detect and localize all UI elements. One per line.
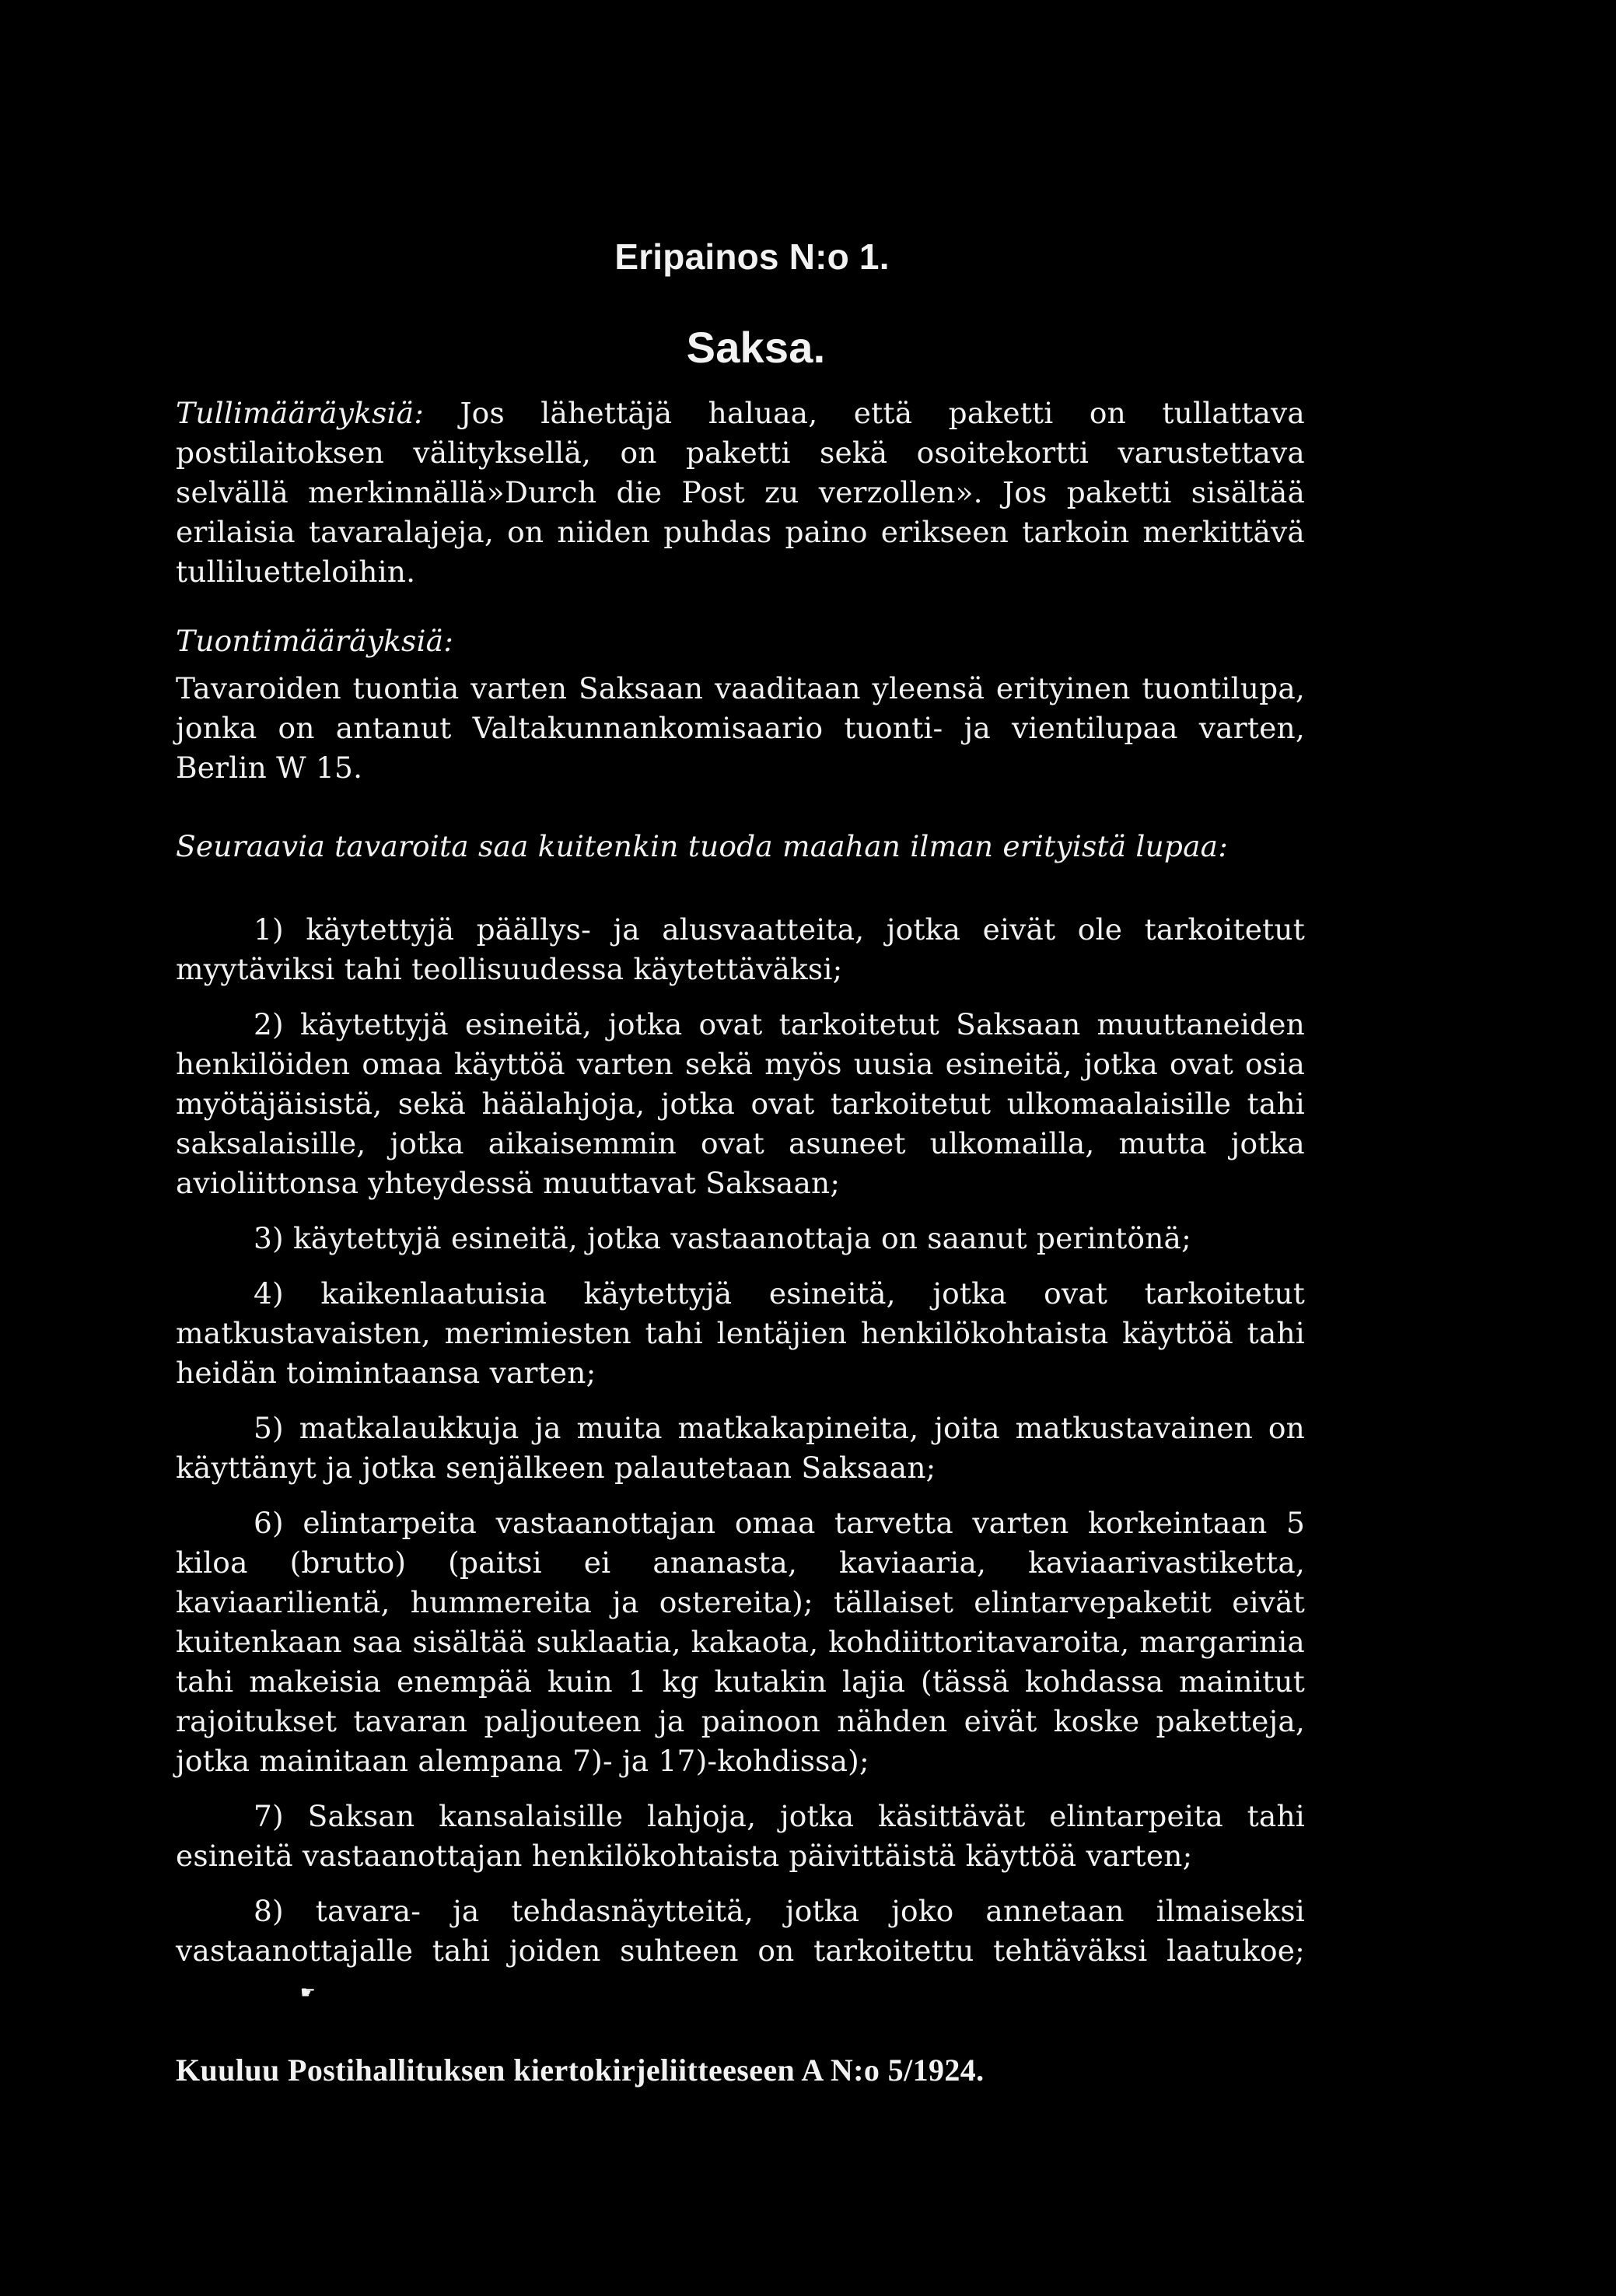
series-heading: Eripainos N:o 1. bbox=[614, 236, 890, 277]
page-title: Saksa. bbox=[686, 323, 826, 372]
exceptions-intro: Seuraavia tavaroita saa kuitenkin tuoda maahan ilman erityistä lupaa: bbox=[176, 829, 1229, 863]
list-item: 7) Saksan kansalaisille lahjoja, jotka käsittävät elintarpeita tahi esineitä vastaanottajan henkilökohtaista päivittäistä käyttöä varten; bbox=[176, 1799, 1305, 1873]
import-rules-heading: Tuontimääräyksiä: bbox=[176, 624, 454, 658]
list-item: 6) elintarpeita vastaanottajan omaa tarvetta varten korkeintaan 5 kiloa (brutto) (paitsi ei ananasta, kaviaaria, kaviaarivastiketta, kaviaarilientä, hummereita ja ostereita); tällaiset elintarvepaketit eivät kuitenkaan saa sisältää suklaatia, kakaota, kohdiittoritavaroita, margarinia tahi makeisia enempää kuin 1 kg kutakin lajia (tässä kohdassa mainitut rajoitukset tavaran paljouteen ja painoon nähden eivät koske paketteja, jotka mainitaan alempana 7)- ja 17)-kohdissa); bbox=[176, 1506, 1305, 1778]
exceptions-list bbox=[176, 910, 1305, 2013]
import-rules-text: Tavaroiden tuontia varten Saksaan vaaditaan yleensä erityinen tuontilupa, jonka on antanut Valtakunnankomisaario tuonti- ja vientilupaa varten, Berlin W 15. bbox=[176, 671, 1305, 785]
customs-label: Tullimääräyksiä: bbox=[176, 396, 425, 430]
list-item: 2) käytettyjä esineitä, jotka ovat tarkoitetut Saksaan muuttaneiden henkilöiden omaa käyttöä varten sekä myös uusia esineitä, jotka ovat osia myötäjäisistä, sekä häälahjoja, jotka ovat tarkoitetut ulkomaalaisille tahi saksalaisille, jotka aikaisemmin ovat asuneet ulkomailla, mutta jotka avioliittonsa yhteydessä muuttavat Saksaan; bbox=[176, 1007, 1305, 1200]
list-item: 5) matkalaukkuja ja muita matkakapineita, joita matkustavainen on käyttänyt ja jotka senjälkeen palautetaan Saksaan; bbox=[176, 1411, 1305, 1485]
document-page bbox=[176, 233, 1305, 2090]
list-item-text: 8) tavara- ja tehdasnäytteitä, jotka joko annetaan ilmaiseksi vastaanottajalle tahi joiden suhteen on tarkoitettu tehtäväksi laatukoe; bbox=[176, 1894, 1305, 1968]
footer-reference: Kuuluu Postihallituksen kiertokirjeliitteeseen A N:o 5/1924. bbox=[176, 2053, 985, 2088]
list-item: 4) kaikenlaatuisia käytettyjä esineitä, jotka ovat tarkoitetut matkustavaisten, merimiesten tahi lentäjien henkilökohtaista käyttöä tahi heidän toimintaansa varten; bbox=[176, 1276, 1305, 1390]
list-item: 1) käytettyjä päällys- ja alusvaatteita, jotka eivät ole tarkoitetut myytäviksi tahi teollisuudessa käytettäväksi; bbox=[176, 912, 1305, 986]
customs-text: Jos lähettäjä haluaa, että paketti on tullattava postilaitoksen välityksellä, on paketti sekä osoitekortti varustettava selvällä merkinnällä»Durch die Post zu verzollen». Jos paketti sisältää erilaisia tavaralajeja, on niiden puhdas paino erikseen tarkoin merkittävä tulliluetteloihin. bbox=[176, 396, 1305, 589]
pointing-hand-icon: ☛ bbox=[300, 1983, 316, 2003]
customs-paragraph bbox=[176, 394, 1305, 592]
list-item: 3) käytettyjä esineitä, jotka vastaanottaja on saanut perintönä; bbox=[254, 1221, 1191, 1255]
list-item bbox=[176, 1892, 1305, 2013]
